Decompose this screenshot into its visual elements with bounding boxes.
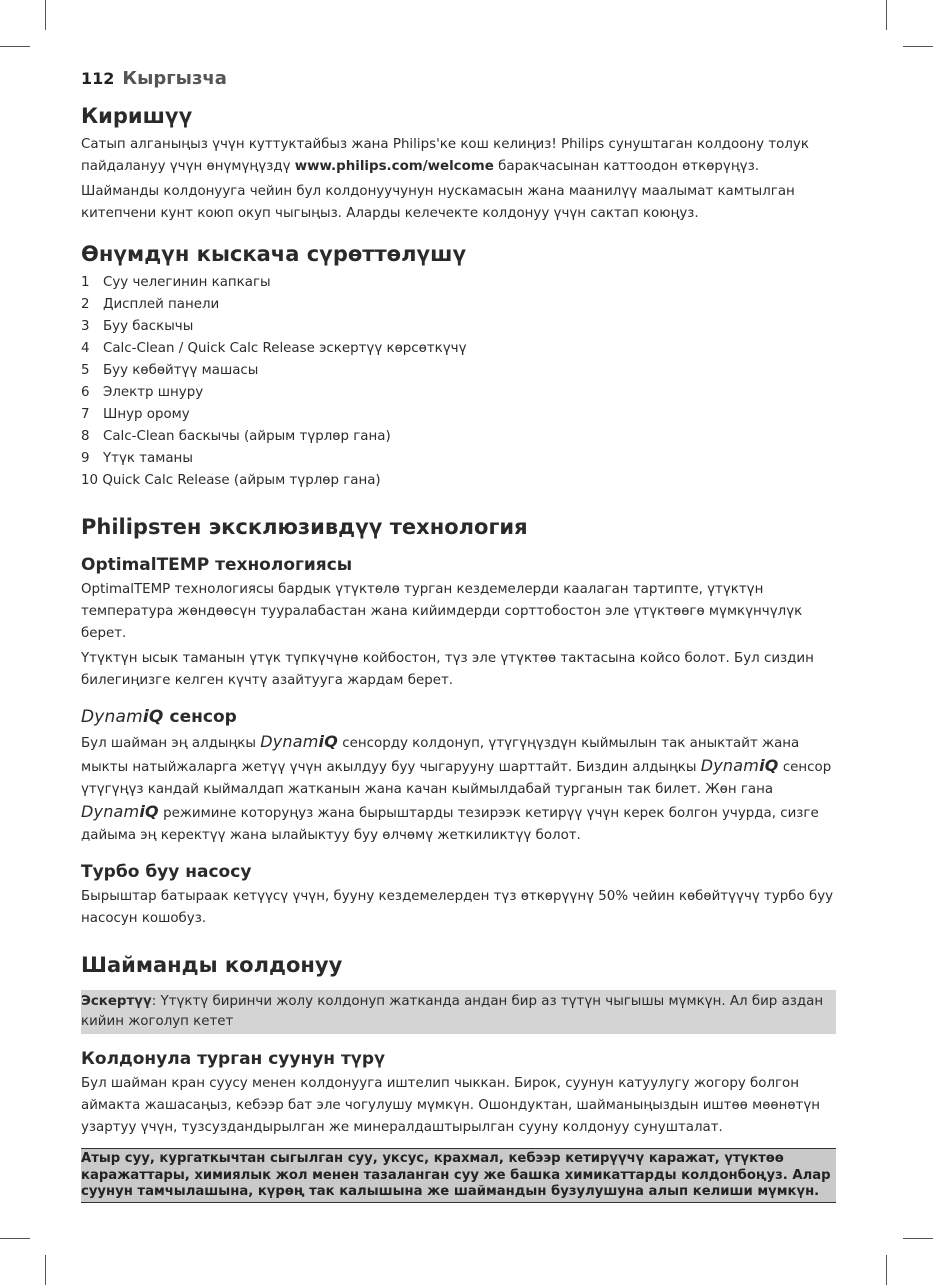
list-item: 6 Электр шнуру xyxy=(81,385,204,400)
optimaltemp-heading: OptimalTEMP технологиясы xyxy=(81,555,353,575)
dynamiq-logo: DynamiQ xyxy=(700,756,779,775)
page-number: 112 xyxy=(81,69,115,88)
note-box xyxy=(81,990,836,1034)
parts-list xyxy=(81,272,836,492)
list-item: 9 Үтүк таманы xyxy=(81,451,193,466)
water-paragraph: Бул шайман кран суусу менен колдонууга иштелип чыккан. Бирок, суунун катуулугу жогору болгон аймакта жашасаңыз, кебээр бат эле чогулушу мүмкүн. Ошондуктан, шайманыңыздын иштөө мөөнөтүн узартуу үчүн, тузсуздандырылган же минералдаштырылган сууну колдонуу сунушталат. xyxy=(81,1076,821,1135)
dynamiq-paragraph: Бул шайман эң алдыңкы DynamiQ сенсорду колдонуп, үтүгүңүздүн кыймылын так аныктайт жана мыкты натыйжаларга жетүү үчүн акылдуу буу чыгарууну шарттайт. Биздин алдыңкы DynamiQ сенсор үтүгүңүз кандай кыймалдап жатканын жана качан кыймылдабай турганын так билет. Жөн гана DynamiQ режимине которуңуз жана бырыштарды тезирээк кетирүү үчүн керек болгон учурда, сизге дайыма эң керектүү жана ылайыктуу буу өлчөмү жеткиликтүү болот. xyxy=(81,732,832,843)
list-item: 3 Буу баскычы xyxy=(81,319,194,334)
optimaltemp-paragraph-1: OptimalTEMP технологиясы бардык үтүктөлө турган кездемелерди каалаган тартипте, үтүктүн температура жөндөөсүн тууралабастан жана кийимдерди сорттобостон эле үтүктөөгө мүмкүнчүлүк берет. xyxy=(81,582,803,641)
manual-page xyxy=(81,68,836,1203)
crop-mark xyxy=(45,0,46,30)
crop-mark xyxy=(903,46,933,47)
intro-heading: Киришүү xyxy=(81,104,193,128)
list-item: 10 Quick Calc Release (айрым түрлөр гана) xyxy=(81,473,381,488)
list-item: 7 Шнур орому xyxy=(81,407,190,422)
list-item: 5 Буу көбөйтүү машасы xyxy=(81,363,259,378)
optimaltemp-paragraph-2: Үтүктүн ысык таманын үтүк түпкүчүнө койбостон, түз эле үтүктөө тактасына койсо болот. Бул сиздин билегиңизге келген күчтү азайтууга жардам берет. xyxy=(81,651,814,688)
intro-paragraph-2: Шайманды колдонууга чейин бул колдонуучунун нускамасын жана маанилүү маалымат камтылган китепчени кунт коюп окуп чыгыңыз. Аларды келечекте колдонуу үчүн сактап коюңуз. xyxy=(81,184,795,221)
note-text: : Үтүктү биринчи жолу колдонуп жатканда андан бир аз түтүн чыгышы мүмкүн. Ал бир аздан кийин жоголуп кетет xyxy=(81,994,824,1029)
welcome-link[interactable]: www.philips.com/welcome xyxy=(294,159,494,174)
list-item: 4 Calc-Clean / Quick Calc Release эскертүү көрсөткүчү xyxy=(81,341,467,356)
exclusive-heading: Philipsтен эксклюзивдүү технология xyxy=(81,515,528,539)
list-item: 8 Calc-Clean баскычы (айрым түрлөр гана) xyxy=(81,429,391,444)
usage-heading: Шайманды колдонуу xyxy=(81,953,343,977)
language-label: Кыргызча xyxy=(122,68,227,89)
dynamiq-heading: DynamiQ сенсор xyxy=(81,707,237,727)
list-item: 1 Суу челегинин капкагы xyxy=(81,275,271,290)
page-header xyxy=(81,68,836,89)
water-heading: Колдонула турган суунун түрү xyxy=(81,1049,386,1069)
crop-mark xyxy=(0,46,30,47)
turbo-paragraph: Бырыштар батыраак кетүүсү үчүн, бууну кездемелерден түз өткөрүүнү 50% чейин көбөйтүүчү турбо буу насосун кошобуз. xyxy=(81,889,834,926)
crop-mark xyxy=(886,0,887,30)
list-item: 2 Дисплей панели xyxy=(81,297,220,312)
warning-box: Атыр суу, кургаткычтан сыгылган суу, уксус, крахмал, кебээр кетирүүчү каражат, үтүктөө каражаттары, химиялык жол менен тазаланган суу же башка химикаттарды колдонбоңуз. Алар суунун тамчылашына, күрөң так калышына же шаймандын бузулушуна алып келиши мүмкүн. xyxy=(81,1148,836,1203)
turbo-heading: Турбо буу насосу xyxy=(81,862,252,882)
overview-heading: Өнүмдүн кыскача сүрөттөлүшү xyxy=(81,242,467,266)
dynamiq-logo: DynamiQ xyxy=(260,732,339,751)
dynamiq-logo: DynamiQ xyxy=(81,802,159,821)
dynamiq-logo: DynamiQ xyxy=(81,707,164,727)
note-label: Эскертүү xyxy=(81,994,152,1009)
crop-mark xyxy=(45,1255,46,1285)
crop-mark xyxy=(886,1255,887,1285)
intro-paragraph-1: Сатып алганыңыз үчүн куттуктайбыз жана Philips'ке кош келиңиз! Philips сунуштаган колдоону толук пайдалануу үчүн өнүмүңүздү www.philips.com/welcome баракчасынан каттоодон өткөрүңүз. xyxy=(81,137,809,174)
crop-mark xyxy=(0,1238,30,1239)
crop-mark xyxy=(903,1238,933,1239)
